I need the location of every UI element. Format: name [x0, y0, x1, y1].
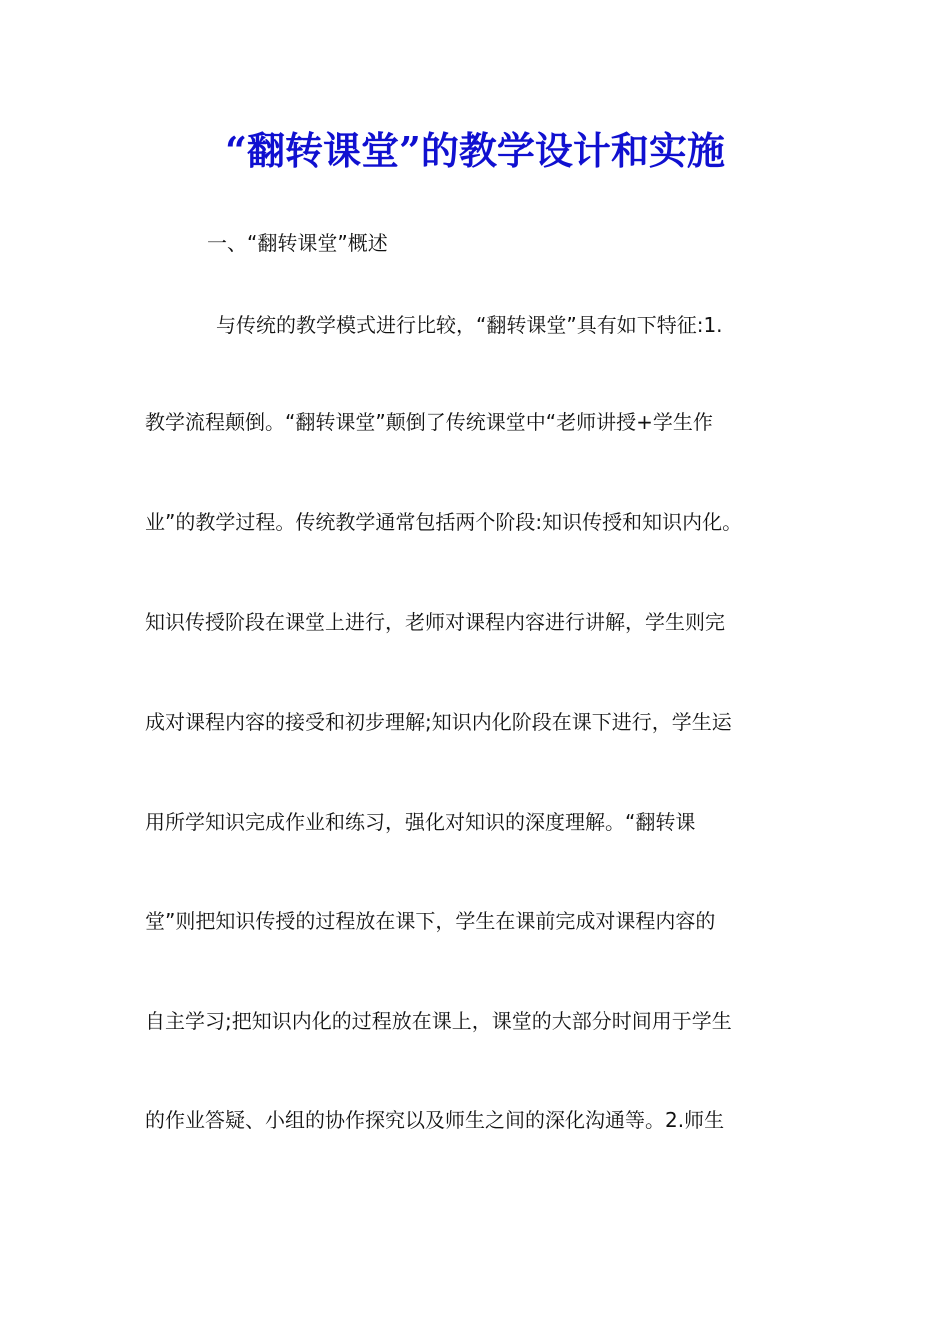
- body-line: 的作业答疑、小组的协作探究以及师生之间的深化沟通等。2.师生: [145, 1108, 725, 1132]
- body-line: 成对课程内容的接受和初步理解;知识内化阶段在课下进行，学生运: [145, 710, 732, 734]
- body-line: 业”的教学过程。传统教学通常包括两个阶段:知识传授和知识内化。: [145, 510, 743, 534]
- body-line: 知识传授阶段在课堂上进行，老师对课程内容进行讲解，学生则完: [145, 610, 725, 634]
- section-heading: 一、“翻转课堂”概述: [207, 231, 388, 255]
- body-line: 用所学知识完成作业和练习，强化对知识的深度理解。“翻转课: [145, 810, 696, 834]
- body-line: 与传统的教学模式进行比较，“翻转课堂”具有如下特征:1.: [216, 313, 723, 337]
- body-line: 教学流程颠倒。“翻转课堂”颠倒了传统课堂中“老师讲授+学生作: [145, 410, 713, 434]
- document-title: “翻转课堂”的教学设计和实施: [225, 128, 725, 173]
- body-line: 堂”则把知识传授的过程放在课下，学生在课前完成对课程内容的: [145, 909, 716, 933]
- body-line: 自主学习;把知识内化的过程放在课上，课堂的大部分时间用于学生: [145, 1009, 732, 1033]
